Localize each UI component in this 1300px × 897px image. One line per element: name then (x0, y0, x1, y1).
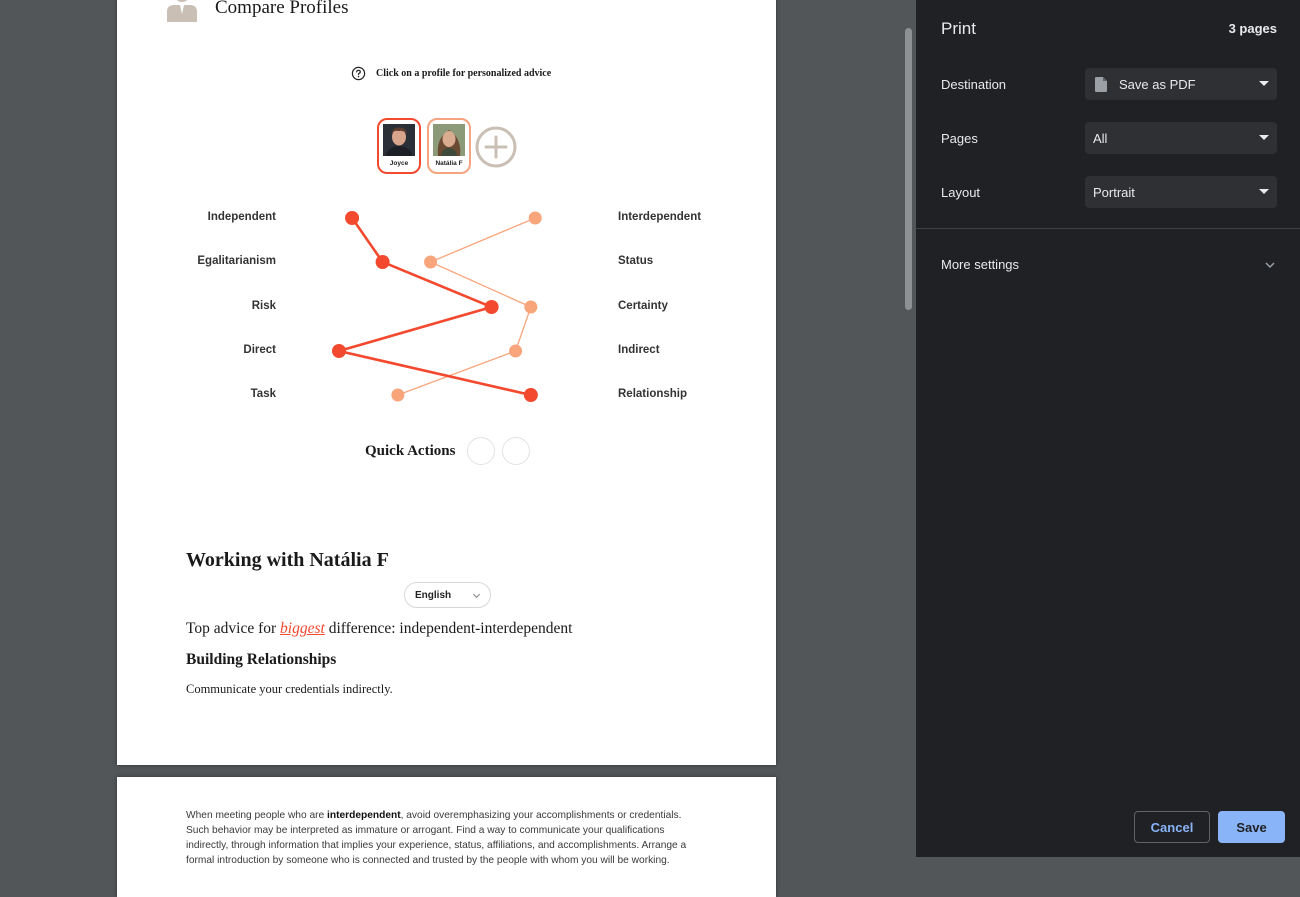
data-point-joyce (332, 344, 346, 358)
avatar-natalia (433, 124, 465, 156)
advice-subheading: Building Relationships (186, 651, 337, 668)
dropdown-arrow-icon (1259, 135, 1269, 140)
profile-name-natalia: Natália F (435, 160, 463, 167)
avatar-joyce (383, 124, 415, 156)
dimension-right-label: Status (618, 255, 654, 267)
quick-action-button-2[interactable] (502, 437, 530, 465)
advice-suffix: difference: independent-interdependent (324, 620, 573, 637)
page-count: 3 pages (1228, 21, 1277, 36)
dimension-right-label: Relationship (618, 388, 688, 400)
help-row[interactable] (351, 66, 551, 81)
dimension-left-label: Egalitarianism (197, 255, 276, 267)
chevron-down-icon[interactable] (1264, 259, 1276, 271)
data-point-joyce (345, 211, 359, 225)
preview-page-2 (117, 777, 776, 897)
dropdown-arrow-icon (1259, 81, 1269, 86)
print-title: Print (941, 19, 976, 38)
save-button[interactable]: Save (1218, 811, 1285, 843)
data-point-natalia (424, 256, 437, 269)
series-line-joyce (339, 218, 531, 395)
dimension-left-label: Task (250, 388, 276, 400)
dimension-left-label: Direct (243, 344, 276, 356)
settings-divider (916, 228, 1300, 229)
advice-prefix: Top advice for (186, 620, 281, 637)
series-line-natalia (398, 218, 535, 395)
dimension-left-label: Risk (251, 300, 276, 312)
page2-text-bold: interdependent (327, 810, 401, 821)
data-point-joyce (376, 255, 390, 269)
person-icon (165, 0, 199, 22)
preview-scrollbar-thumb[interactable] (905, 28, 912, 310)
data-point-joyce (485, 300, 499, 314)
page-2-paragraph (186, 808, 706, 868)
language-value: English (415, 589, 452, 601)
page2-text-after: , avoid overemphasizing your accomplishments or credentials. Such behavior may be interpreted as immature or arrogant. Find a way to communicate your qualifications indirectly, through information that implies your experience, status, affiliations, and accomplishments. Arrange a formal introduction by someone who is connected and trusted by the people with whom you will be working. (186, 810, 687, 866)
quick-action-button-1[interactable] (467, 437, 495, 465)
data-point-natalia (524, 301, 537, 314)
destination-label: Destination (941, 77, 1007, 92)
dimension-right-label: Interdependent (618, 211, 702, 223)
print-settings-panel (916, 0, 1300, 857)
data-point-natalia (391, 389, 404, 402)
cancel-button[interactable]: Cancel (1134, 811, 1210, 843)
data-point-joyce (524, 388, 538, 402)
chevron-down-icon (472, 591, 481, 600)
layout-label: Layout (941, 185, 981, 200)
dimension-right-label: Certainty (618, 300, 668, 312)
quick-actions-title: Quick Actions (365, 443, 456, 459)
question-icon (351, 66, 366, 81)
profile-name-joyce: Joyce (389, 160, 409, 167)
pages-label: Pages (941, 131, 978, 146)
data-point-natalia (509, 345, 522, 358)
advice-emphasis: biggest (280, 620, 325, 637)
help-text: Click on a profile for personalized advice (376, 68, 552, 79)
pages-value: All (1093, 130, 1108, 146)
page-title: Compare Profiles (215, 0, 349, 18)
data-point-natalia (529, 212, 542, 225)
more-settings-toggle[interactable]: More settings (941, 257, 1020, 272)
dimension-left-label: Independent (207, 211, 276, 223)
destination-select[interactable] (1085, 68, 1277, 100)
dimension-right-label: Indirect (618, 344, 660, 356)
file-icon (1095, 77, 1107, 92)
dropdown-arrow-icon (1259, 189, 1269, 194)
profile-card-joyce[interactable] (377, 118, 421, 174)
profile-card-natalia[interactable] (427, 118, 471, 174)
layout-value: Portrait (1093, 184, 1135, 200)
page2-text-before: When meeting people who are (186, 810, 328, 821)
add-profile-icon[interactable] (474, 125, 518, 169)
working-with-title: Working with Natália F (186, 549, 389, 571)
pages-select[interactable] (1085, 122, 1277, 154)
advice-body: Communicate your credentials indirectly. (186, 682, 393, 696)
preview-page-1 (117, 0, 776, 765)
destination-value: Save as PDF (1119, 76, 1196, 92)
top-advice-line (186, 620, 572, 638)
layout-select[interactable] (1085, 176, 1277, 208)
language-select[interactable] (404, 582, 491, 608)
